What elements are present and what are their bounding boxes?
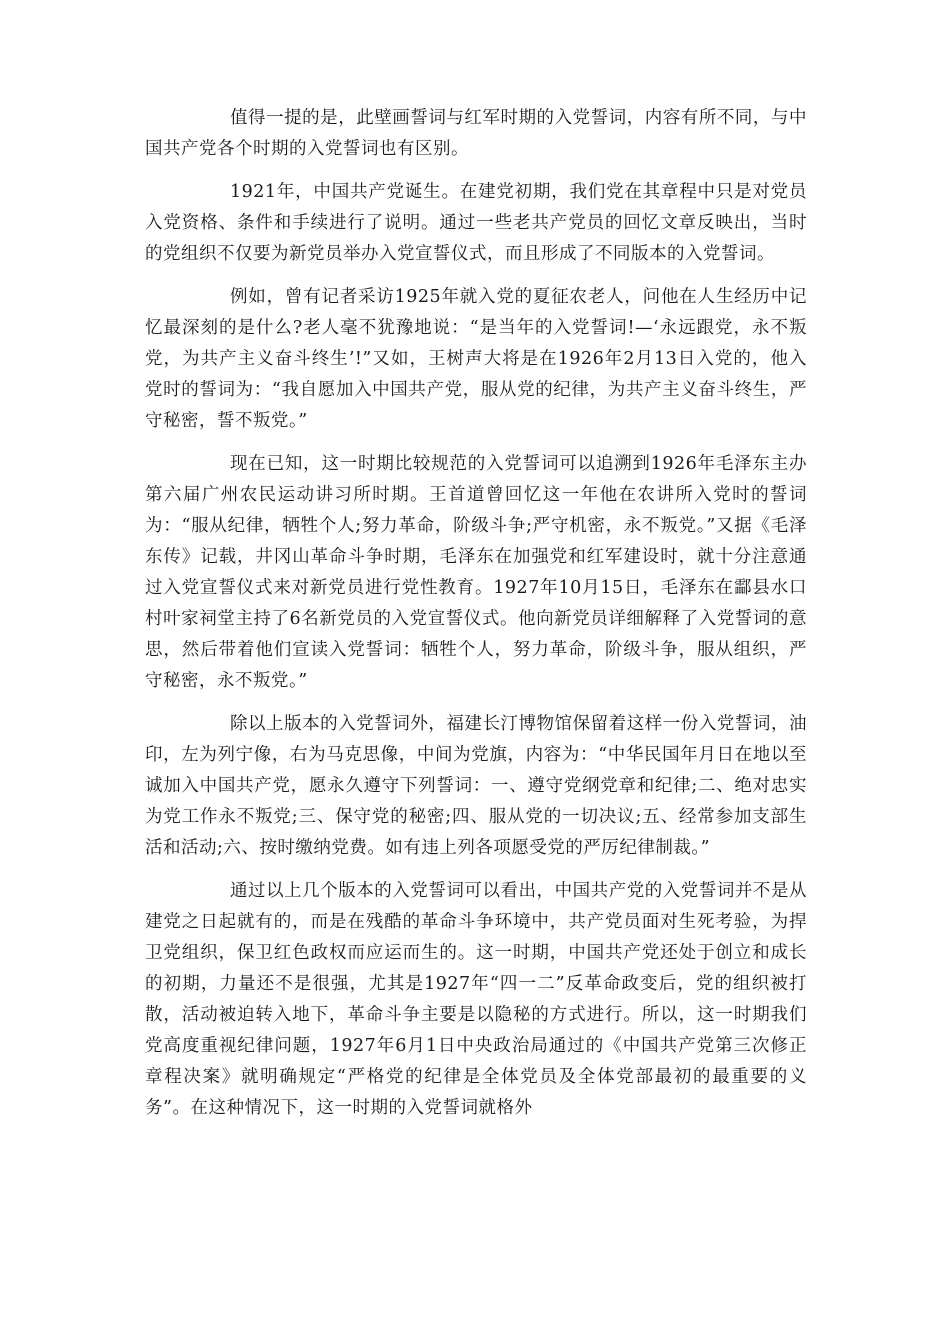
document-body — [145, 103, 807, 1136]
paragraph-5: 除以上版本的入党誓词外，福建长汀博物馆保留着这样一份入党誓词，油印，左为列宁像，右为马克思像，中间为党旗，内容为：“中华民国年月日在地以至诚加入中国共产党，愿永久遵守下列誓词：一、遵守党纲党章和纪律;二、绝对忠实为党工作永不叛党;三、保守党的秘密;四、服从党的一切决议;五、经常参加支部生活和活动;六、按时缴纳党费。如有违上列各项愿受党的严厉纪律制裁。” — [145, 714, 807, 858]
paragraph-4: 现在已知，这一时期比较规范的入党誓词可以追溯到1926年毛泽东主办第六届广州农民运动讲习所时期。王首道曾回忆这一年他在农讲所入党时的誓词为：“服从纪律，牺牲个人;努力革命，阶级斗争;严守机密，永不叛党。”又据《毛泽东传》记载，井冈山革命斗争时期，毛泽东在加强党和红军建设时，就十分注意通过入党宣誓仪式来对新党员进行党性教育。1927年10月15日，毛泽东在酃县水口村叶家祠堂主持了6名新党员的入党宣誓仪式。他向新党员详细解释了入党誓词的意思，然后带着他们宣读入党誓词：牺牲个人，努力革命，阶级斗争，服从组织，严守秘密，永不叛党。” — [145, 454, 807, 691]
paragraph-2: 1921年，中国共产党诞生。在建党初期，我们党在其章程中只是对党员入党资格、条件和手续进行了说明。通过一些老共产党员的回忆文章反映出，当时的党组织不仅要为新党员举办入党宣誓仪式，而且形成了不同版本的入党誓词。 — [145, 182, 807, 264]
paragraph-3: 例如，曾有记者采访1925年就入党的夏征农老人，问他在人生经历中记忆最深刻的是什么?老人毫不犹豫地说：“是当年的入党誓词!—‘永远跟党，永不叛党，为共产主义奋斗终生’!”又如，王树声大将是在1926年2月13日入党的，他入党时的誓词为：“我自愿加入中国共产党，服从党的纪律，为共产主义奋斗终生，严守秘密，誓不叛党。” — [145, 287, 807, 431]
paragraph-6: 通过以上几个版本的入党誓词可以看出，中国共产党的入党誓词并不是从建党之日起就有的，而是在残酷的革命斗争环境中，共产党员面对生死考验，为捍卫党组织，保卫红色政权而应运而生的。这一时期，中国共产党还处于创立和成长的初期，力量还不是很强，尤其是1927年“四一二”反革命政变后，党的组织被打散，活动被迫转入地下，革命斗争主要是以隐秘的方式进行。所以，这一时期我们党高度重视纪律问题，1927年6月1日中央政治局通过的《中国共产党第三次修正章程决案》就明确规定“严格党的纪律是全体党员及全体党部最初的最重要的义务”。在这种情况下，这一时期的入党誓词就格外 — [145, 881, 807, 1118]
paragraph-1: 值得一提的是，此壁画誓词与红军时期的入党誓词，内容有所不同，与中国共产党各个时期的入党誓词也有区别。 — [145, 108, 807, 159]
